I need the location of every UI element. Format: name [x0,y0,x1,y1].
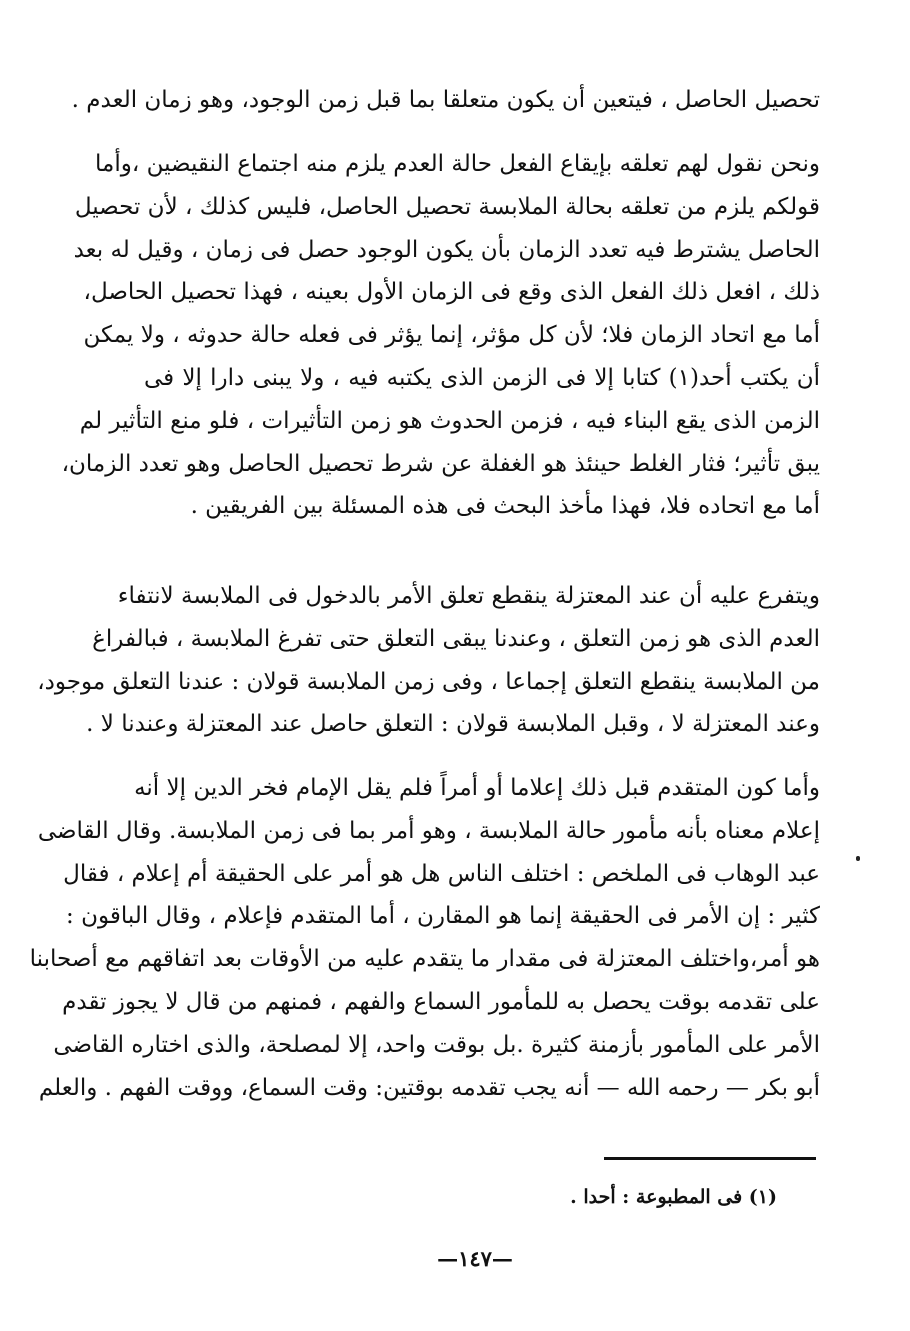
text-line: يبق تأثير؛ فثار الغلط حينئذ هو الغفلة عن شرط تحصيل الحاصل وهو تعدد الزمان، [61,450,820,477]
text-line: أبو بكر — رحمه الله — أنه يجب تقدمه بوقتين: وقت السماع، ووقت الفهم . والعلم [38,1074,820,1101]
text-line: ذلك ، افعل ذلك الفعل الذى وقع فى الزمان الأول بعينه ، فهذا تحصيل الحاصل، [83,279,820,306]
text-line: أما مع اتحاده فلا، فهذا مأخذ البحث فى هذه المسئلة بين الفريقين . [190,493,820,520]
ink-speck [856,856,860,861]
text-line: على تقدمه بوقت يحصل به للمأمور السماع والفهم ، فمنهم من قال لا يجوز تقدم [62,989,820,1015]
text-line: وعند المعتزلة لا ، وقبل الملابسة قولان : التعلق حاصل عند المعتزلة وعندنا لا . [86,711,820,738]
text-line: عبد الوهاب فى الملخص : اختلف الناس هل هو أمر على الحقيقة أم إعلام ، فقال [63,860,820,887]
footnote: (١) فى المطبوعة : أحدا . [570,1186,777,1208]
text-line: إعلام معناه بأنه مأمور حالة الملابسة ، وهو أمر بما فى زمن الملابسة. وقال القاضى [37,817,820,844]
text-line: العدم الذى هو زمن التعلق ، وعندنا يبقى التعلق حتى تفرغ الملابسة ، فبالفراغ [92,625,820,652]
page-number: —١٤٧— [437,1246,513,1271]
text-line: ويتفرع عليه أن عند المعتزلة ينقطع تعلق الأمر بالدخول فى الملابسة لانتفاء [117,583,820,609]
text-line: الأمر على المأمور بأزمنة كثيرة .بل بوقت واحد، إلا لمصلحة، والذى اختاره القاضى [53,1031,820,1058]
text-line: الحاصل يشترط فيه تعدد الزمان بأن يكون الوجود حصل فى زمان ، وقيل له بعد [73,236,820,263]
text-line: هو أمر،واختلف المعتزلة فى مقدار ما يتقدم عليه من الأوقات بعد اتفاقهم مع أصحابنا [29,946,820,973]
footnote-separator [604,1157,816,1160]
text-line: أن يكتب أحد(١) كتابا إلا فى الزمن الذى يكتبه فيه ، ولا يبنى دارا إلا فى [144,365,820,391]
text-line: من الملابسة ينقطع التعلق إجماعا ، وفى زمن الملابسة قولان : عندنا التعلق موجود، [37,668,820,695]
text-line: كثير : إن الأمر فى الحقيقة إنما هو المقارن ، أما المتقدم فإعلام ، وقال الباقون : [66,903,820,930]
text-line: تحصيل الحاصل ، فيتعين أن يكون متعلقا بما قبل زمن الوجود، وهو زمان العدم . [71,87,820,113]
text-line: وأما كون المتقدم قبل ذلك إعلاما أو أمراً فلم يقل الإمام فخر الدين إلا أنه [134,775,820,801]
text-line: الزمن الذى يقع البناء فيه ، فزمن الحدوث هو زمن التأثيرات ، فلو منع التأثير لم [79,407,820,434]
text-line: أما مع اتحاد الزمان فلا؛ لأن كل مؤثر، إنما يؤثر فى فعله حالة حدوثه ، ولا يمكن [83,322,820,349]
text-line: ونحن نقول لهم تعلقه بإيقاع الفعل حالة العدم يلزم منه اجتماع النقيضين ،وأما [95,151,820,177]
text-line: قولكم يلزم من تعلقه بحالة الملابسة تحصيل الحاصل، فليس كذلك ، لأن تحصيل [74,193,820,220]
